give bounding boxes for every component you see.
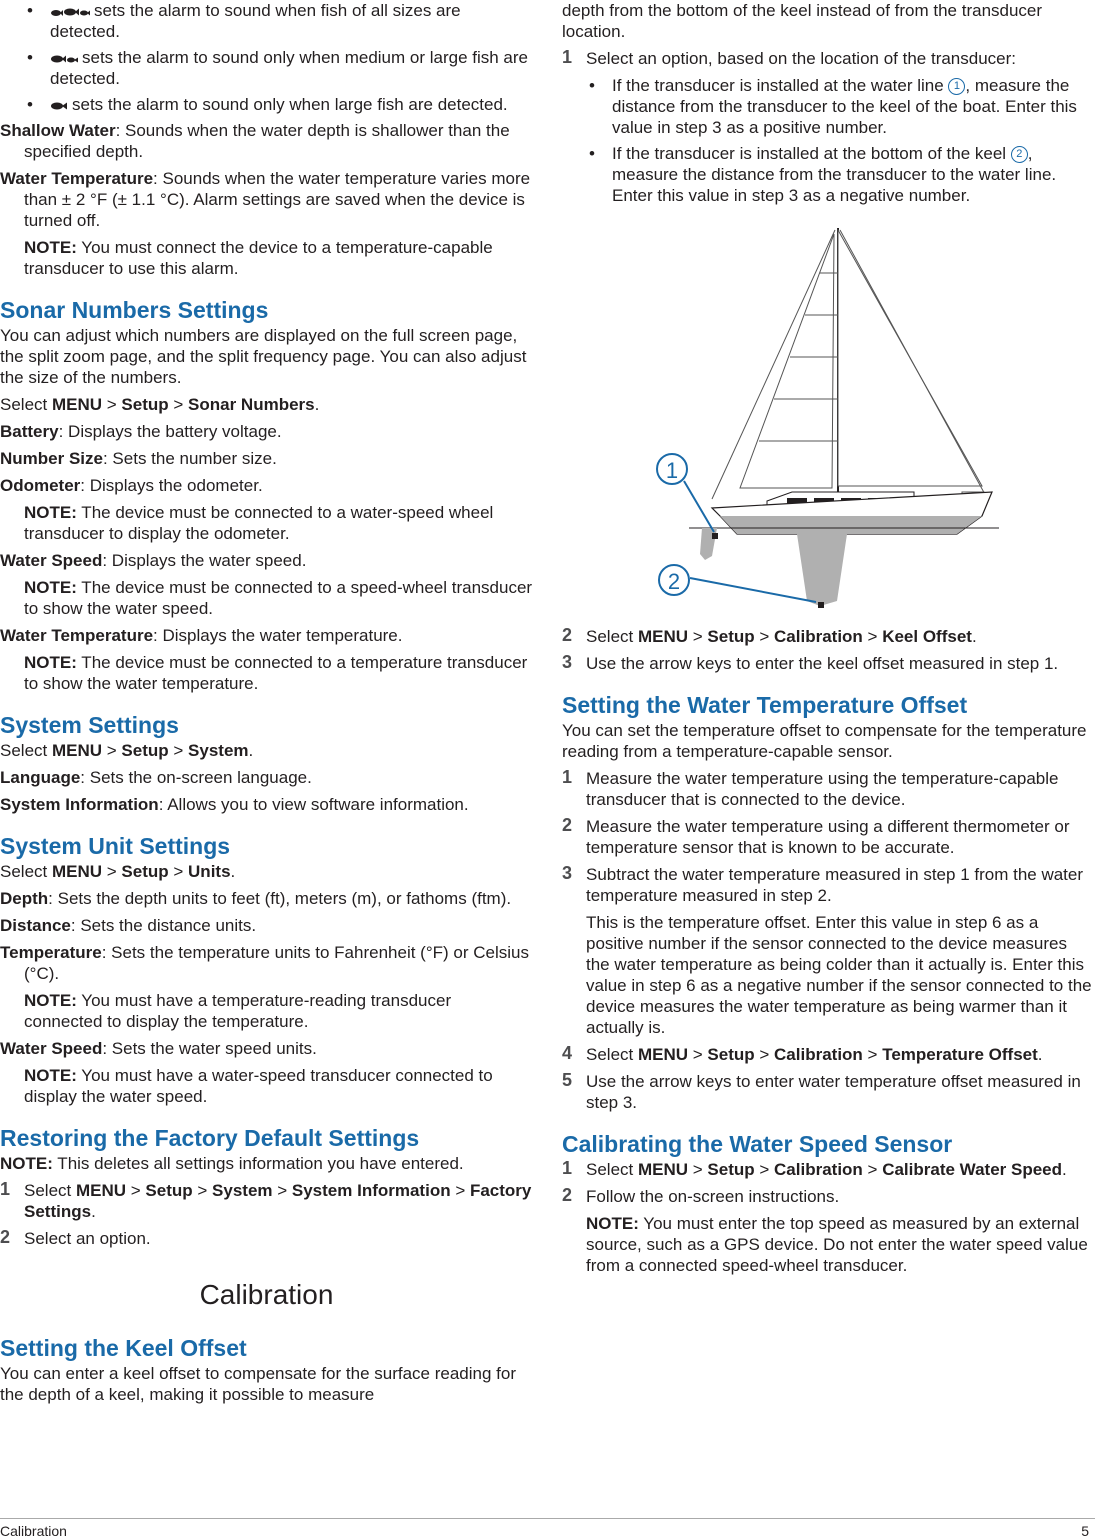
- sailboat-figure: [562, 216, 1095, 626]
- sailboat-diagram: [562, 216, 1095, 626]
- fish-bullet-large: • sets the alarm to sound only when large fish are detected.: [27, 95, 508, 114]
- fish-medium-large-icon: [50, 53, 78, 65]
- factory-step-2: 2 Select an option.: [0, 1227, 151, 1248]
- right-column: [562, 0, 1095, 1282]
- water-speed-note: NOTE: The device must be connected to a speed-wheel transducer to show the water speed.: [24, 578, 533, 618]
- units-water-speed-def: Water Speed: Sets the water speed units.: [0, 1039, 317, 1058]
- number-size-def: Number Size: Sets the number size.: [0, 449, 277, 468]
- temp-step-2: 2 Measure the water temperature using a different thermometer or temperature sensor that is known to be accurate.: [562, 815, 1070, 857]
- factory-defaults-heading: Restoring the Factory Default Settings: [0, 1125, 420, 1151]
- keel-offset-heading: Setting the Keel Offset: [0, 1335, 247, 1361]
- footer-section: Calibration: [0, 1523, 67, 1539]
- keel-bullet-keel: • If the transducer is installed at the bottom of the keel 2 , measure the distance from the transducer to the water line. Enter this value in step 3 as a negative number.: [589, 144, 1057, 205]
- keel-offset-intro: You can enter a keel offset to compensate for the surface reading for the depth of a keel, making it possible to measure: [0, 1364, 516, 1404]
- temp-step-1: 1 Measure the water temperature using the temperature-capable transducer that is connected to the device.: [562, 767, 1059, 809]
- system-path: Select MENU > Setup > System.: [0, 741, 254, 760]
- page-footer: [0, 1518, 1095, 1539]
- language-def: Language: Sets the on-screen language.: [0, 768, 312, 787]
- factory-step-1: 1 Select MENU > Setup > System > System Information > Factory Settings.: [0, 1179, 532, 1221]
- water-temp-def: Water Temperature: Displays the water temperature.: [0, 626, 403, 645]
- temperature-def: Temperature: Sets the temperature units to Fahrenheit (°F) or Celsius (°C).: [0, 943, 529, 983]
- water-speed-def: Water Speed: Displays the water speed.: [0, 551, 307, 570]
- fish-bullet-all: • sets the alarm to sound when fish of all sizes are detected.: [27, 1, 461, 41]
- units-path: Select MENU > Setup > Units.: [0, 862, 236, 881]
- keel-step-2: 2 Select MENU > Setup > Calibration > Keel Offset.: [562, 625, 977, 646]
- keel-step-3: 3 Use the arrow keys to enter the keel offset measured in step 1.: [562, 652, 1059, 673]
- calibration-title: Calibration: [199, 1279, 334, 1310]
- system-settings-heading: System Settings: [0, 712, 179, 738]
- footer-page-number: 5: [1081, 1523, 1089, 1539]
- odometer-def: Odometer: Displays the odometer.: [0, 476, 263, 495]
- sonar-numbers-heading: Sonar Numbers Settings: [0, 297, 269, 323]
- depth-def: Depth: Sets the depth units to feet (ft), meters (m), or fathoms (ftm).: [0, 889, 512, 908]
- factory-note: NOTE: This deletes all settings information you have entered.: [0, 1154, 464, 1173]
- speed-step-2: 2 Follow the on-screen instructions.: [562, 1185, 840, 1206]
- units-water-speed-note: NOTE: You must have a water-speed transducer connected to display the water speed.: [24, 1066, 493, 1106]
- temp-step-3: 3 Subtract the water temperature measured in step 1 from the water temperature measured in step 2.: [562, 863, 1084, 905]
- temp-offset-heading: Setting the Water Temperature Offset: [562, 692, 968, 718]
- sonar-numbers-path: Select MENU > Setup > Sonar Numbers.: [0, 395, 320, 414]
- water-temp-alarm-def: Water Temperature: Sounds when the water temperature varies more than ± 2 °F (± 1.1 °C). Alarm settings are saved when the device is turned off.: [0, 169, 531, 230]
- keel-offset-intro-cont: depth from the bottom of the keel instead of from the transducer location.: [562, 1, 1043, 41]
- temp-step-4: 4 Select MENU > Setup > Calibration > Temperature Offset.: [562, 1043, 1043, 1064]
- speed-step-1: 1 Select MENU > Setup > Calibration > Calibrate Water Speed.: [562, 1158, 1067, 1179]
- fish-all-sizes-icon: [50, 6, 90, 18]
- temp-offset-intro: You can set the temperature offset to compensate for the temperature reading from a temperature-capable sensor.: [562, 721, 1087, 761]
- callout-2-icon: 2: [1011, 146, 1028, 163]
- fish-bullet-medium-large: • sets the alarm to sound only when medium or large fish are detected.: [27, 48, 529, 88]
- water-temp-note: NOTE: The device must be connected to a temperature transducer to show the water temperature.: [24, 653, 528, 693]
- shallow-water-def: Shallow Water: Sounds when the water depth is shallower than the specified depth.: [0, 121, 510, 161]
- speed-note: NOTE: You must enter the top speed as measured by an external source, such as a GPS device. Do not enter the water speed value from a connected speed-wheel transducer.: [586, 1214, 1088, 1275]
- keel-bullet-waterline: • If the transducer is installed at the water line 1 , measure the distance from the transducer to the keel of the boat. Enter this value in step 3 as a positive number.: [589, 76, 1077, 137]
- temp-step-5: 5 Use the arrow keys to enter water temperature offset measured in step 3.: [562, 1070, 1081, 1112]
- temperature-note: NOTE: You must have a temperature-reading transducer connected to display the temperature.: [24, 991, 452, 1031]
- water-speed-heading: Calibrating the Water Speed Sensor: [562, 1131, 953, 1157]
- callout-1-icon: 1: [948, 78, 965, 95]
- system-info-def: System Information: Allows you to view software information.: [0, 795, 469, 814]
- system-units-heading: System Unit Settings: [0, 833, 231, 859]
- figure-callout-1-label: 1: [665, 458, 679, 483]
- water-temp-alarm-note: NOTE: You must connect the device to a temperature-capable transducer to use this alarm.: [24, 238, 493, 278]
- battery-def: Battery: Displays the battery voltage.: [0, 422, 282, 441]
- temp-step-3-detail: This is the temperature offset. Enter this value in step 6 as a positive number if the sensor connected to the device measures the water temperature as being colder than it actually is. Enter this value in step 6 as a negative number if the sensor connected to the device measures the water temperature as being warmer than it actually is.: [586, 913, 1092, 1037]
- keel-step-1: 1 Select an option, based on the location of the transducer:: [562, 47, 1017, 68]
- odometer-note: NOTE: The device must be connected to a water-speed wheel transducer to display the odometer.: [24, 503, 494, 543]
- fish-large-icon: [50, 100, 68, 112]
- figure-callout-2-label: 2: [667, 569, 681, 594]
- distance-def: Distance: Sets the distance units.: [0, 916, 257, 935]
- sonar-numbers-intro: You can adjust which numbers are displayed on the full screen page, the split zoom page, and the split frequency page. You can also adjust the size of the numbers.: [0, 326, 527, 387]
- left-column: [0, 0, 533, 1411]
